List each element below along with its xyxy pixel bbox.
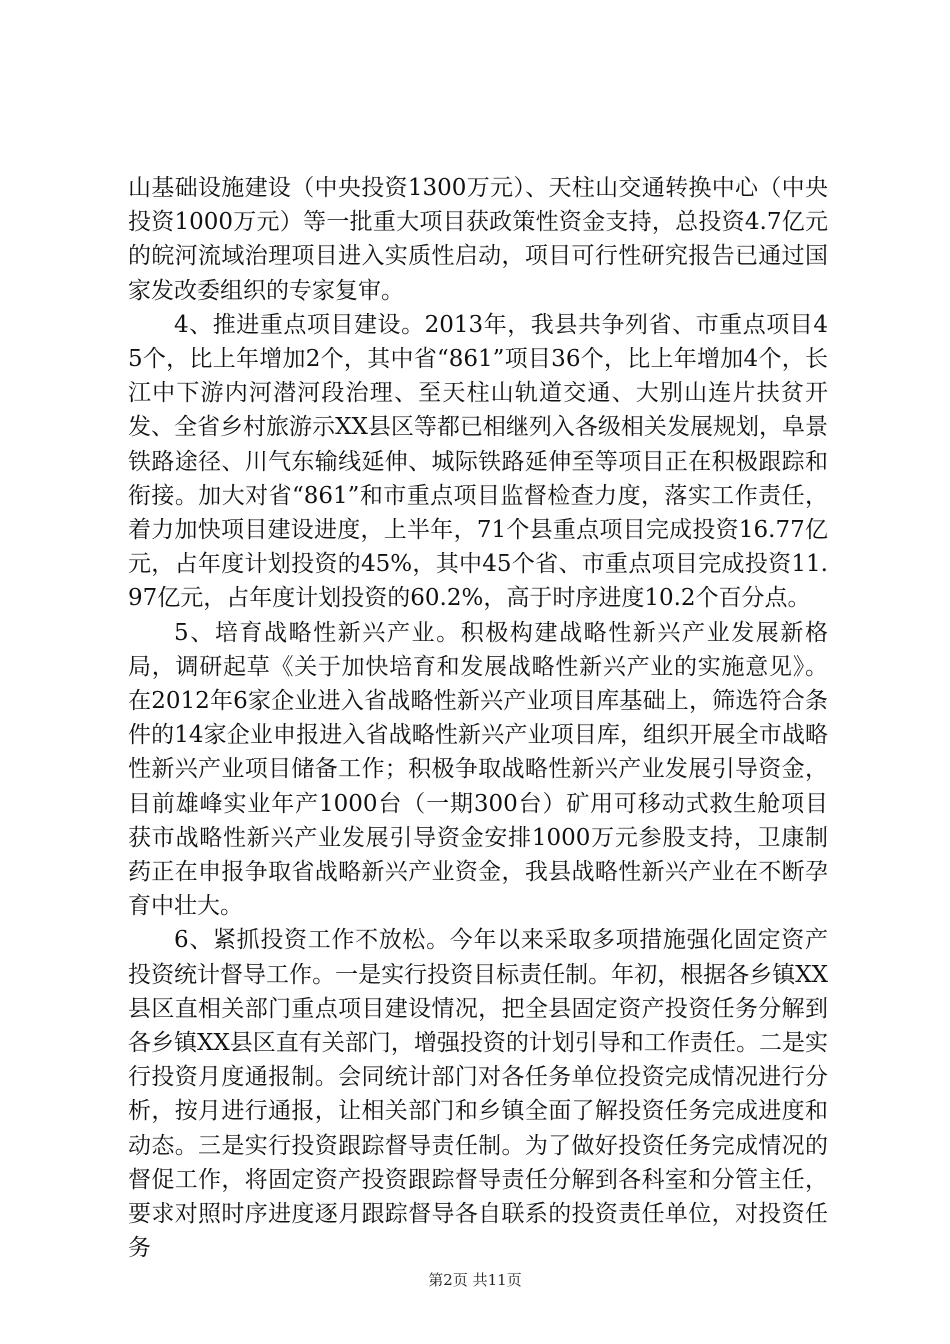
- paragraph-key-projects: 4、推进重点项目建设。2013年，我县共争列省、市重点项目45个，比上年增加2个，其中省“861”项目36个，比上年增加4个，长江中下游内河潜河段治理、至天柱山轨道交通、大别山连片扶贫开发、全省乡村旅游示XX县区等都已相继列入各级相关发展规划，阜景铁路途径、川气东输线延伸、城际铁路延伸至等项目正在积极跟踪和衔接。加大对省“861”和市重点项目监督检查力度，落实工作责任，着力加快项目建设进度，上半年，71个县重点项目完成投资16.77亿元，占年度计划投资的45%，其中45个省、市重点项目完成投资11.97亿元，占年度计划投资的60.2%，高于时序进度10.2个百分点。: [128, 311, 828, 612]
- paragraph-emerging-industries: 5、培育战略性新兴产业。积极构建战略性新兴产业发展新格局，调研起草《关于加快培育和发展战略性新兴产业的实施意见》。在2012年6家企业进入省战略性新兴产业项目库基础上，筛选符合条件的14家企业申报进入省战略性新兴产业项目库，组织开展全市战略性新兴产业项目储备工作；积极争取战略性新兴产业发展引导资金，目前雄峰实业年产1000台（一期300台）矿用可移动式救生舱项目获市战略性新兴产业发展引导资金安排1000万元参股支持，卫康制药正在申报争取省战略新兴产业资金，我县战略性新兴产业在不断孕育中壮大。: [128, 619, 828, 920]
- document-body: [128, 171, 828, 1266]
- paragraph-continuation: 山基础设施建设（中央投资1300万元）、天柱山交通转换中心（中央投资1000万元）等一批重大项目获政策性资金支持，总投资4.7亿元的皖河流域治理项目进入实质性启动，项目可行性研究报告已通过国家发改委组织的专家复审。: [128, 175, 828, 304]
- paragraph-investment-work: 6、紧抓投资工作不放松。今年以来采取多项措施强化固定资产投资统计督导工作。一是实行投资目标责任制。年初，根据各乡镇XX县区直相关部门重点项目建设情况，把全县固定资产投资任务分解到各乡镇XX县区直有关部门，增强投资的计划引导和工作责任。二是实行投资月度通报制。会同统计部门对各任务单位投资完成情况进行分析，按月进行通报，让相关部门和乡镇全面了解投资任务完成进度和动态。三是实行投资跟踪督导责任制。为了做好投资任务完成情况的督促工作，将固定资产投资跟踪督导责任分解到各科室和分管主任，要求对照时序进度逐月跟踪督导各自联系的投资责任单位，对投资任务: [128, 927, 828, 1262]
- page-number-footer: 第2页 共11页: [428, 1271, 522, 1289]
